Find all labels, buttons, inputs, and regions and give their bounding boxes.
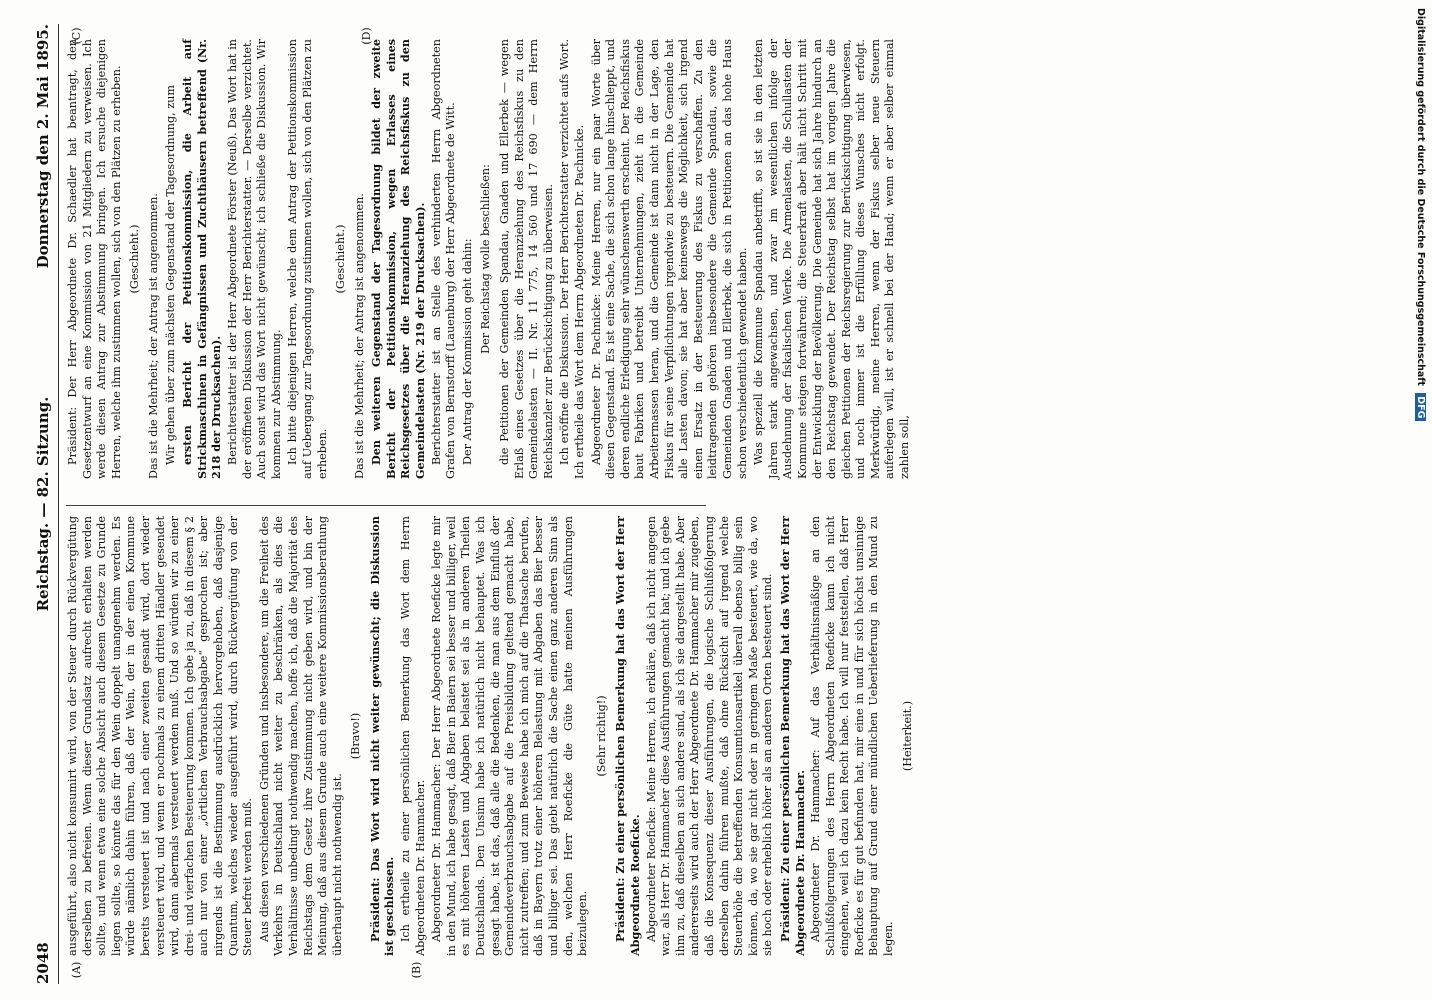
paragraph: Der Reichstag wolle beschließen: <box>479 164 493 354</box>
paragraph: Präsident: Das Wort wird nicht weiter gewünscht; die Diskussion ist geschlossen. <box>367 516 397 956</box>
paragraph: Das ist die Mehrheit; der Antrag ist angenommen. <box>352 193 366 479</box>
agenda-item: Den weiteren Gegenstand der Tagesordnung bildet der zweite Bericht der Petitionskommission, wegen Erlasses eines Reichsgesetzes über die Heranziehung des Reichsfiskus zu den Gemeindelasten (Nr. 219 der Drucksachen). <box>369 39 428 479</box>
digitization-strip <box>1408 8 1428 992</box>
dfg-logo: DFG <box>1415 393 1426 421</box>
interjection: (Bravo!) <box>349 712 363 760</box>
margin-marker-a: (A) <box>70 961 83 979</box>
digitization-note: Digitalisierung gefördert durch die Deutsche Forschungsgemeinschaft <box>1415 8 1426 386</box>
interjection: (Geschieht.) <box>334 224 348 294</box>
page-header <box>30 24 59 984</box>
agenda-item: ersten Bericht der Petitionskommission, die Arbeit auf Strickmaschinen in Gefängnissen und Zuchthäusern betreffend (Nr. 218 der Drucksachen). <box>180 39 224 479</box>
margin-marker-c: (C) <box>70 27 83 45</box>
paragraph: Der Antrag der Kommission geht dahin: <box>460 238 474 465</box>
paragraph: Präsident: Der Herr Abgeordnete Dr. Schaedler hat beantragt, den Gesetzentwurf an eine Kommission von 21 Mitgliedern zu verweisen. Ich werde diesen Antrag zur Abstimmung bringen. Ich ersuche diejenigen Herren, welche ihm zustimmen wollen, sich von den Plätzen zu erheben. <box>66 39 123 479</box>
paragraph: Was speziell die Kommune Spandau anbetrifft, so ist sie in den letzten Jahren stark angewachsen, und zwar im wesentlichen infolge der Ausdehnung der fiskalischen Werke. Die Armenlasten, die Schullasten der Kommune steigen fortwährend; die Steuerkraft aber hält nicht Schritt mit der Entwicklung der Bevölkerung. Die Gemeinde hat sich Jahre hindurch an den Reichstag gewendet. Der Reichstag selbst hat im vorigen Jahre die gleichen Petitionen der Reichsregierung zur Berücksichtigung überwiesen, und noch immer ist die Erfüllung dieses Wunsches nicht erfolgt. Merkwürdig, meine Herren, wenn der Fiskus selber neue Steuern auferlegen will, ist er schnell bei der Hand; wenn er aber selber einmal zahlen soll, <box>752 39 912 479</box>
left-column <box>66 516 914 956</box>
session-title: Reichstag. — 82. Sitzung. <box>34 396 52 612</box>
paragraph: Berichterstatter ist an Stelle des verhinderten Herrn Abgeordneten Grafen von Bernstorff (Lauenburg) der Herr Abgeordnete de Witt. <box>429 39 458 479</box>
paragraph: Berichterstatter ist der Herr Abgeordnete Förster (Neuß). Das Wort hat in der eröffneten Diskussion der Herr Berichterstatter. — Derselbe verzichtet. Auch sonst wird das Wort nicht gewünscht; ich schließe die Diskussion. Wir kommen zur Abstimmung. <box>225 39 283 479</box>
paragraph: Ich bitte diejenigen Herren, welche dem Antrag der Petitionskommission auf Uebergang zur Tagesordnung zustimmen wollen, sich von den Plätzen zu erheben. <box>286 39 329 479</box>
paragraph: Aus diesen verschiedenen Gründen und insbesondere, um die Freiheit des Verkehrs in Deutschland nicht weiter zu beschränken, als dies die Verhältnisse unbedingt nothwendig machen, hoffe ich, daß die Majorität des Reichstags dem Gesetz ihre Zustimmung nicht geben wird, und bin der Meinung, daß aus diesem Grunde auch eine weitere Kommissionsberathung überhaupt nicht nothwendig ist. <box>257 516 344 956</box>
paragraph: Präsident: Zu einer persönlichen Bemerkung hat das Wort der Herr Abgeordnete Dr. Hammacher. <box>777 516 807 956</box>
paragraph: ausgeführt, also nicht konsumirt wird, von der Steuer durch Rückvergütung derselben zu befreien. Wenn dieser Grundsatz aufrecht erhalten werden sollte, und wenn etwa eine solche Absicht auch diesem Gesetze zu Grunde liegen sollte, so könnte das für den Wein doppelt unangenehm werden. Es würde nämlich dahin führen, daß der Wein, der in der einen Kommune bereits versteuert ist und nach einer zweiten gesandt wird, dort wieder versteuert wird, und wenn er nochmals zu einem dritten Händler gesendet wird, dann abermals versteuert werden muß. Und so würden wir zu einer drei- und vierfachen Besteuerung kommen. Ich gebe ja zu, daß in diesem § 2 auch nur von einer „örtlichen Verbrauchsabgabe“ gesprochen ist; aber nirgends ist die Bestimmung ausdrücklich hervorgehoben, daß dasjenige Quantum, welches wieder ausgeführt wird, durch Rückvergütung von der Steuer befreit werden muß. <box>66 516 255 956</box>
margin-marker-d: (D) <box>360 27 373 45</box>
paragraph: Abgeordneter Dr. Pachnicke: Meine Herren, nur ein paar Worte über diesen Gegenstand. Es ist eine Sache, die sich schon lange hinschleppt, und deren endliche Erledigung sehr wünschenswerth erscheint. Der Reichsfiskus baut Fabriken und betreibt Unternehmungen, zieht in die Gemeinde Arbeitermassen heran, und die Gemeinde ist dann nicht in der Lage, den Fiskus für seine Verpflichtungen irgendwie zu besteuern. Die Gemeinde hat alle Lasten davon; sie hat aber keineswegs die Möglichkeit, sich irgend einen Ersatz in der Besteuerung des Fiskus zu verschaffen. Zu den leidtragenden gehören insbesondere die Gemeinde Spandau, sowie die Gemeinden Gnaden und Ellerbek, die sich in Petitionen an das hohe Haus schon verschiedentlich gewendet haben. <box>589 39 749 479</box>
paragraph: Ich eröffne die Diskussion. Der Herr Berichterstatter verzichtet aufs Wort. Ich ertheile das Wort dem Herrn Abgeordneten Dr. Pachnicke. <box>558 39 586 479</box>
interjection: (Sehr richtig!) <box>594 695 608 777</box>
margin-marker-b: (B) <box>410 961 423 979</box>
paragraph: Wir gehen über zum nächsten Gegenstand der Tagesordnung, zum <box>163 85 177 465</box>
motion-text: die Petitionen der Gemeinden Spandau, Gnaden und Ellerbek — wegen Erlaß eines Gesetzes über die Heranziehung des Reichsfiskus zu den Gemeindelasten — II. Nr. 11 775, 14 560 und 17 690 — dem Herrn Reichskanzler zur Berücksichtigung zu überweisen. <box>498 39 555 479</box>
interjection: (Geschieht.) <box>128 224 142 294</box>
paragraph: Das ist die Mehrheit; der Antrag ist angenommen. <box>146 193 160 479</box>
column-rule <box>66 505 706 506</box>
paragraph: Abgeordneter Dr. Hammacher: Auf das Verhältnismäßige an den Schlußfolgerungen des Herrn Abgeordneten Roeficke kann ich nicht eingehen, weil ich dazu kein Recht habe. Ich will nur feststellen, daß Herr Roeficke es für gut befunden hat, mir eine in und für sich höchst unsinnige Behauptung auf Grund einer mündlichen Ueberlieferung in den Mund zu legen. <box>809 516 896 956</box>
session-date: Donnerstag den 2. Mai 1895. <box>34 24 52 269</box>
right-column <box>66 39 912 479</box>
paragraph: Abgeordneter Dr. Hammacher: Der Herr Abgeordnete Roeficke legte mir in den Mund, ich habe gesagt, daß Bier in Baiern sei besser und billiger, weil es mit höheren Lasten und Abgaben belastet sei als in anderen Theilen Deutschlands. Den Unsinn habe ich natürlich nicht behauptet. Was ich gesagt habe, ist das, daß alle die Bedenken, die man aus dem Einfluß der Gemeindeverbrauchsabgabe auf die Preisbildung geltend gemacht habe, nicht zutreffen; und zum Beweise habe ich mich auf die Thatsache berufen, daß in Bayern trotz einer höheren Belastung mit Abgaben das Bier besser und billiger sei. Das giebt natürlich die Sache einen ganz anderen Sinn als den, welchen Herr Roeficke die Güte hatte meinen Ausführungen beizulegen. <box>430 516 590 956</box>
interjection: (Heiterkeit.) <box>900 700 914 772</box>
rotated-sheet <box>30 24 1412 984</box>
paragraph: Ich ertheile zu einer persönlichen Bemerkung das Wort dem Herrn Abgeordneten Dr. Hammacher. <box>399 516 427 956</box>
digitization-note-wrap <box>1410 8 1426 988</box>
paragraph: Abgeordneter Roeficke: Meine Herren, ich erkläre, daß ich nicht angegen war, als Herr Dr. Hammacher diese Ausführungen gemacht hat; und ich gebe ihm zu, daß dieselben an sich andere sind, als ich sie dargestellt habe. Aber andererseits wird auch der Herr Abgeordnete Dr. Hammacher mir zugeben, daß die Konsequenz dieser Ausführungen, die logische Schlußfolgerung derselben dahin führen mußte, daß ohne Rücksicht auf irgend welche Steuerhöhe die betreffenden Konsumtionsartikel überall ebenso billig sein können, da, wo sie gar nicht oder in geringem Maße besteuert, wie da, wo sie hoch oder erheblich höher als an anderen Orten besteuert sind. <box>644 516 775 956</box>
page-number: 2048 <box>34 942 52 984</box>
paragraph: Präsident: Zu einer persönlichen Bemerkung hat das Wort der Herr Abgeordnete Roeficke. <box>613 516 642 956</box>
